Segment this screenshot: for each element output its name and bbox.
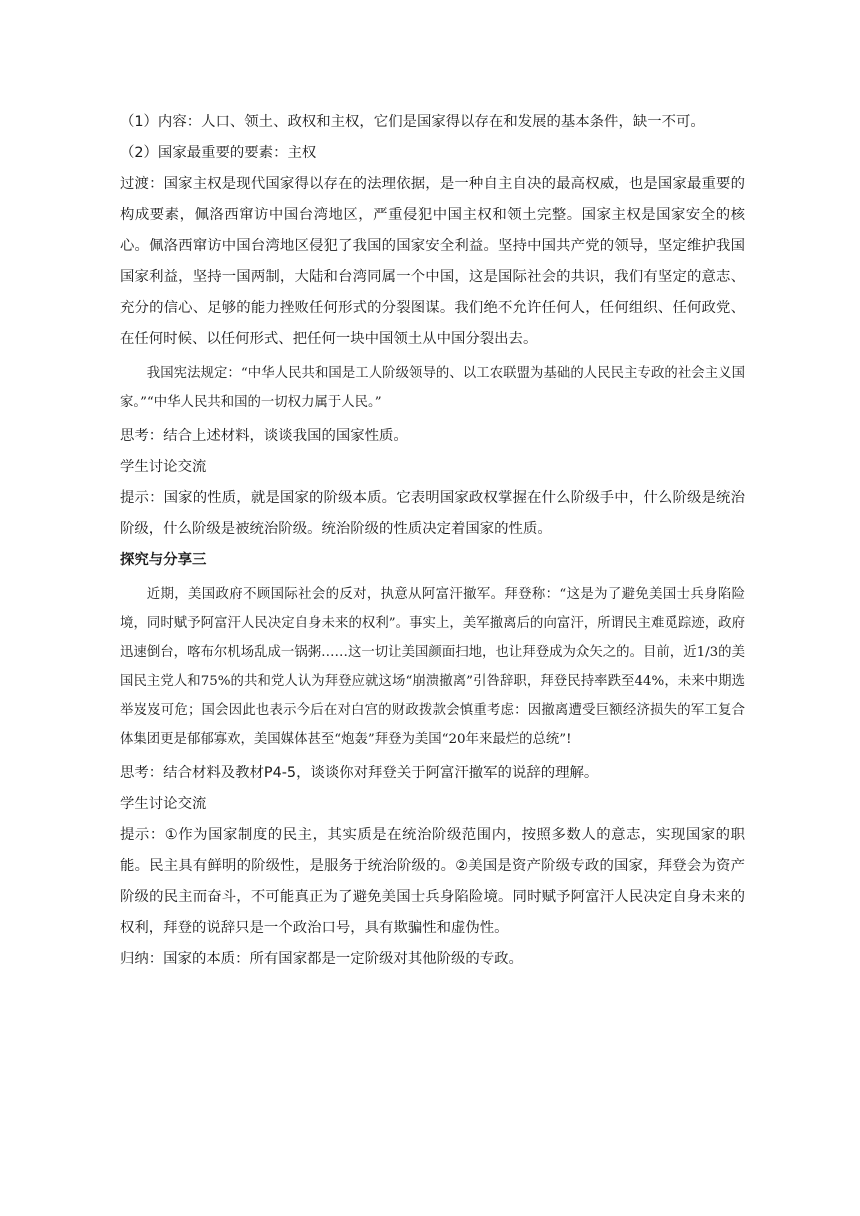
summary-paragraph: 归纳：国家的本质：所有国家都是一定阶级对其他阶级的专政。 — [120, 951, 523, 967]
constitution-material: 我国宪法规定：“中华人民共和国是工人阶级领导的、以工农联盟为基础的人民民主专政的社会主义国家。”“中华人民共和国的一切权力属于人民。” — [120, 366, 745, 410]
transition-paragraph: 过渡：国家主权是现代国家得以存在的法理依据，是一种自主自决的最高权威，也是国家最重要的构成要素，佩洛西窜访中国台湾地区，严重侵犯中国主权和领土完整。国家主权是国家安全的核心。佩洛西窜访中国台湾地区侵犯了我国的国家安全利益。坚持中国共产党的领导，坚定维护我国国家利益，坚持一国两制，大陆和台湾同属一个中国，这是国际社会的共识，我们有坚定的意志、充分的信心、足够的能力挫败任何形式的分裂图谋。我们绝不允许任何人，任何组织、任何政党、在任何时候、以任何形式、把任何一块中国领土从中国分裂出去。 — [120, 176, 745, 347]
discussion-label-2: 学生讨论交流 — [120, 796, 207, 812]
content-point-2: （2）国家最重要的要素：主权 — [120, 145, 317, 161]
content-point-1: （1）内容：人口、领土、政权和主权，它们是国家得以存在和发展的基本条件，缺一不可。 — [120, 114, 705, 130]
think-question-1: 思考：结合上述材料，谈谈我国的国家性质。 — [120, 428, 408, 444]
discussion-label-1: 学生讨论交流 — [120, 459, 207, 475]
hint-paragraph-1: 提示：国家的性质，就是国家的阶级本质。它表明国家政权掌握在什么阶级手中，什么阶级是统治阶级，什么阶级是被统治阶级。统治阶级的性质决定着国家的性质。 — [120, 490, 745, 537]
section-heading: 探究与分享三 — [120, 552, 207, 568]
afghanistan-material: 近期，美国政府不顾国际社会的反对，执意从阿富汗撤军。拜登称：“这是为了避免美国士兵身陷险境，同时赋予阿富汗人民决定自身未来的权利”。事实上，美军撤离后的向富汗，所谓民主难觅踪迹，政府迅速倒台，喀布尔机场乱成一锅粥……这一切让美国颜面扫地，也让拜登成为众矢之的。目前，近1/3的美国民主党人和75%的共和党人认为拜登应就这场“崩溃撤离”引咎辞职，拜登民持率跌至44%，未来中期选举岌岌可危；国会因此也表示今后在对白宫的财政拨款会慎重考虑：因撤离遭受巨额经济损失的军工复合体集团更是郁郁寡欢，美国媒体甚至“炮轰”拜登为美国“20年来最烂的总统”! — [120, 587, 745, 747]
hint-paragraph-2: 提示：①作为国家制度的民主，其实质是在统治阶级范围内，按照多数人的意志，实现国家的职能。民主具有鲜明的阶级性，是服务于统治阶级的。②美国是资产阶级专政的国家，拜登会为资产阶级的民主而奋斗，不可能真正为了避免美国士兵身陷险境。同时赋予阿富汗人民决定自身未来的权利，拜登的说辞只是一个政治口号，具有欺骗性和虚伪性。 — [120, 827, 745, 936]
think-question-2: 思考：结合材料及教材P4-5，谈谈你对拜登关于阿富汗撤军的说辞的理解。 — [120, 765, 599, 781]
document-body — [120, 107, 745, 975]
